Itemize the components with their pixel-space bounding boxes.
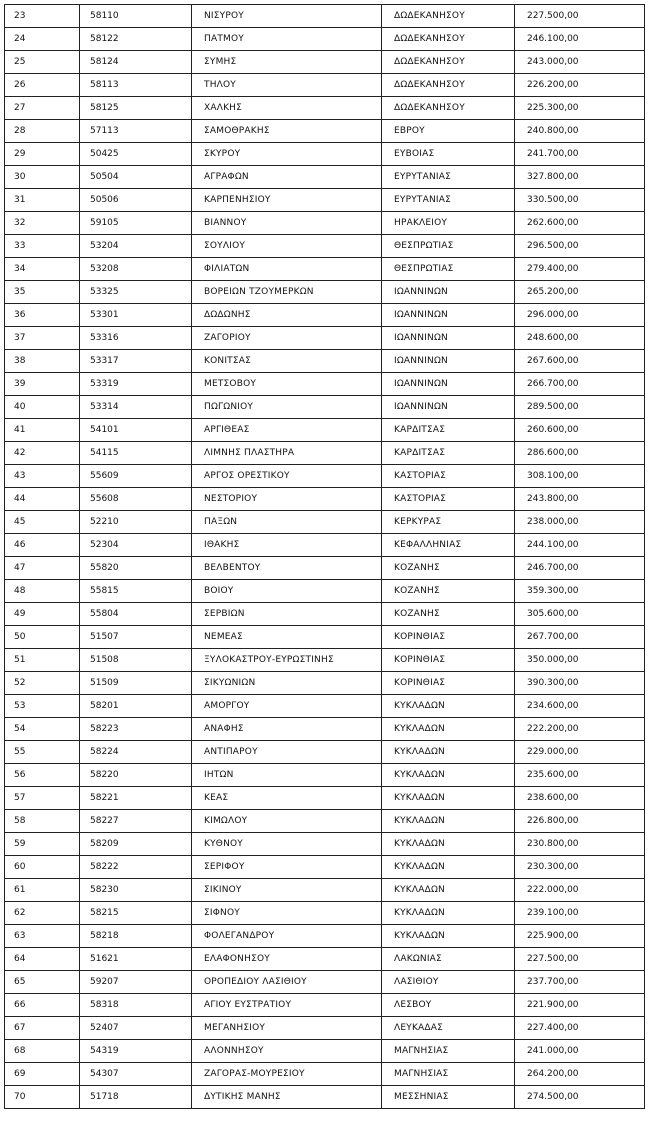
municipality-cell: ΞΥΛΟΚΑΣΤΡΟΥ-ΕΥΡΩΣΤΙΝΗΣ — [192, 649, 382, 672]
amount-cell: 221.900,00 — [515, 994, 645, 1017]
prefecture-cell: ΚΑΣΤΟΡΙΑΣ — [382, 488, 515, 511]
prefecture-cell: ΚΟΡΙΝΘΙΑΣ — [382, 649, 515, 672]
row-number-cell: 27 — [5, 97, 80, 120]
table-row — [5, 833, 645, 856]
row-number-cell: 67 — [5, 1017, 80, 1040]
prefecture-cell: ΚΥΚΛΑΔΩΝ — [382, 764, 515, 787]
row-number-cell: 56 — [5, 764, 80, 787]
row-number-cell: 32 — [5, 212, 80, 235]
amount-cell: 222.200,00 — [515, 718, 645, 741]
municipality-cell: ΝΙΣΥΡΟΥ — [192, 5, 382, 28]
table-row — [5, 879, 645, 902]
code-cell: 58220 — [80, 764, 192, 787]
row-number-cell: 43 — [5, 465, 80, 488]
amount-cell: 227.500,00 — [515, 5, 645, 28]
amount-cell: 327.800,00 — [515, 166, 645, 189]
row-number-cell: 69 — [5, 1063, 80, 1086]
prefecture-cell: ΔΩΔΕΚΑΝΗΣΟΥ — [382, 28, 515, 51]
row-number-cell: 48 — [5, 580, 80, 603]
row-number-cell: 61 — [5, 879, 80, 902]
amount-cell: 225.300,00 — [515, 97, 645, 120]
table-row — [5, 235, 645, 258]
amount-cell: 390.300,00 — [515, 672, 645, 695]
code-cell: 53314 — [80, 396, 192, 419]
table-row — [5, 534, 645, 557]
amount-cell: 226.800,00 — [515, 810, 645, 833]
code-cell: 58110 — [80, 5, 192, 28]
row-number-cell: 47 — [5, 557, 80, 580]
municipality-cell: ΠΑΞΩΝ — [192, 511, 382, 534]
table-row — [5, 304, 645, 327]
prefecture-cell: ΙΩΑΝΝΙΝΩΝ — [382, 281, 515, 304]
row-number-cell: 58 — [5, 810, 80, 833]
table-row — [5, 925, 645, 948]
amount-cell: 237.700,00 — [515, 971, 645, 994]
row-number-cell: 59 — [5, 833, 80, 856]
municipality-cell: ΜΕΓΑΝΗΣΙΟΥ — [192, 1017, 382, 1040]
code-cell: 58113 — [80, 74, 192, 97]
code-cell: 58215 — [80, 902, 192, 925]
code-cell: 55608 — [80, 488, 192, 511]
table-row — [5, 626, 645, 649]
amount-cell: 248.600,00 — [515, 327, 645, 350]
table-row — [5, 557, 645, 580]
municipality-cell: ΣΟΥΛΙΟΥ — [192, 235, 382, 258]
prefecture-cell: ΔΩΔΕΚΑΝΗΣΟΥ — [382, 74, 515, 97]
municipality-cell: ΠΩΓΩΝΙΟΥ — [192, 396, 382, 419]
table-row — [5, 281, 645, 304]
municipality-cell: ΖΑΓΟΡΙΟΥ — [192, 327, 382, 350]
prefecture-cell: ΚΥΚΛΑΔΩΝ — [382, 879, 515, 902]
amount-cell: 305.600,00 — [515, 603, 645, 626]
table-row — [5, 971, 645, 994]
code-cell: 52210 — [80, 511, 192, 534]
municipality-cell: ΑΝΤΙΠΑΡΟΥ — [192, 741, 382, 764]
row-number-cell: 68 — [5, 1040, 80, 1063]
prefecture-cell: ΘΕΣΠΡΩΤΙΑΣ — [382, 235, 515, 258]
prefecture-cell: ΚΥΚΛΑΔΩΝ — [382, 787, 515, 810]
municipality-cell: ΣΙΚΙΝΟΥ — [192, 879, 382, 902]
amount-cell: 240.800,00 — [515, 120, 645, 143]
amount-cell: 308.100,00 — [515, 465, 645, 488]
code-cell: 58223 — [80, 718, 192, 741]
prefecture-cell: ΚΥΚΛΑΔΩΝ — [382, 925, 515, 948]
row-number-cell: 25 — [5, 51, 80, 74]
prefecture-cell: ΚΟΖΑΝΗΣ — [382, 603, 515, 626]
row-number-cell: 50 — [5, 626, 80, 649]
table-row — [5, 1063, 645, 1086]
amount-cell: 267.600,00 — [515, 350, 645, 373]
municipality-cell: ΑΡΓΙΘΕΑΣ — [192, 419, 382, 442]
row-number-cell: 45 — [5, 511, 80, 534]
municipality-cell: ΝΕΜΕΑΣ — [192, 626, 382, 649]
prefecture-cell: ΔΩΔΕΚΑΝΗΣΟΥ — [382, 51, 515, 74]
row-number-cell: 53 — [5, 695, 80, 718]
municipality-cell: ΒΙΑΝΝΟΥ — [192, 212, 382, 235]
prefecture-cell: ΚΥΚΛΑΔΩΝ — [382, 810, 515, 833]
municipality-cell: ΦΙΛΙΑΤΩΝ — [192, 258, 382, 281]
table-row — [5, 649, 645, 672]
code-cell: 51508 — [80, 649, 192, 672]
table-row — [5, 810, 645, 833]
row-number-cell: 28 — [5, 120, 80, 143]
table-row — [5, 1086, 645, 1109]
prefecture-cell: ΙΩΑΝΝΙΝΩΝ — [382, 373, 515, 396]
municipality-cell: ΚΥΘΝΟΥ — [192, 833, 382, 856]
row-number-cell: 52 — [5, 672, 80, 695]
row-number-cell: 36 — [5, 304, 80, 327]
code-cell: 58224 — [80, 741, 192, 764]
row-number-cell: 62 — [5, 902, 80, 925]
table-row — [5, 787, 645, 810]
amount-cell: 359.300,00 — [515, 580, 645, 603]
code-cell: 53325 — [80, 281, 192, 304]
amount-cell: 266.700,00 — [515, 373, 645, 396]
table-row — [5, 442, 645, 465]
prefecture-cell: ΚΕΡΚΥΡΑΣ — [382, 511, 515, 534]
municipality-cell: ΧΑΛΚΗΣ — [192, 97, 382, 120]
municipality-cell: ΒΟΡΕΙΩΝ ΤΖΟΥΜΕΡΚΩΝ — [192, 281, 382, 304]
code-cell: 58227 — [80, 810, 192, 833]
code-cell: 58209 — [80, 833, 192, 856]
code-cell: 52407 — [80, 1017, 192, 1040]
code-cell: 57113 — [80, 120, 192, 143]
municipality-cell: ΚΕΑΣ — [192, 787, 382, 810]
table-body — [5, 5, 645, 1109]
prefecture-cell: ΚΥΚΛΑΔΩΝ — [382, 741, 515, 764]
row-number-cell: 51 — [5, 649, 80, 672]
prefecture-cell: ΛΕΣΒΟΥ — [382, 994, 515, 1017]
municipality-cell: ΚΟΝΙΤΣΑΣ — [192, 350, 382, 373]
prefecture-cell: ΚΑΡΔΙΤΣΑΣ — [382, 419, 515, 442]
municipality-cell: ΔΥΤΙΚΗΣ ΜΑΝΗΣ — [192, 1086, 382, 1109]
code-cell: 50504 — [80, 166, 192, 189]
prefecture-cell: ΕΒΡΟΥ — [382, 120, 515, 143]
amount-cell: 225.900,00 — [515, 925, 645, 948]
amount-cell: 226.200,00 — [515, 74, 645, 97]
amount-cell: 267.700,00 — [515, 626, 645, 649]
row-number-cell: 66 — [5, 994, 80, 1017]
table-row — [5, 258, 645, 281]
amount-cell: 260.600,00 — [515, 419, 645, 442]
row-number-cell: 57 — [5, 787, 80, 810]
municipality-cell: ΣΕΡΙΦΟΥ — [192, 856, 382, 879]
row-number-cell: 60 — [5, 856, 80, 879]
municipality-cell: ΣΙΦΝΟΥ — [192, 902, 382, 925]
amount-cell: 279.400,00 — [515, 258, 645, 281]
row-number-cell: 30 — [5, 166, 80, 189]
row-number-cell: 54 — [5, 718, 80, 741]
table-row — [5, 396, 645, 419]
prefecture-cell: ΜΑΓΝΗΣΙΑΣ — [382, 1040, 515, 1063]
municipality-cell: ΣΚΥΡΟΥ — [192, 143, 382, 166]
code-cell: 53316 — [80, 327, 192, 350]
municipality-cell: ΙΘΑΚΗΣ — [192, 534, 382, 557]
table-row — [5, 672, 645, 695]
amount-cell: 227.500,00 — [515, 948, 645, 971]
row-number-cell: 38 — [5, 350, 80, 373]
code-cell: 54307 — [80, 1063, 192, 1086]
municipality-cell: ΟΡΟΠΕΔΙΟΥ ΛΑΣΙΘΙΟΥ — [192, 971, 382, 994]
municipality-cell: ΑΓΙΟΥ ΕΥΣΤΡΑΤΙΟΥ — [192, 994, 382, 1017]
code-cell: 52304 — [80, 534, 192, 557]
table-row — [5, 764, 645, 787]
code-cell: 54319 — [80, 1040, 192, 1063]
amount-cell: 238.600,00 — [515, 787, 645, 810]
code-cell: 51509 — [80, 672, 192, 695]
row-number-cell: 34 — [5, 258, 80, 281]
code-cell: 54101 — [80, 419, 192, 442]
code-cell: 55609 — [80, 465, 192, 488]
amount-cell: 227.400,00 — [515, 1017, 645, 1040]
row-number-cell: 37 — [5, 327, 80, 350]
table-row — [5, 373, 645, 396]
amount-cell: 265.200,00 — [515, 281, 645, 304]
table-row — [5, 74, 645, 97]
row-number-cell: 23 — [5, 5, 80, 28]
prefecture-cell: ΚΑΡΔΙΤΣΑΣ — [382, 442, 515, 465]
code-cell: 58318 — [80, 994, 192, 1017]
amount-cell: 350.000,00 — [515, 649, 645, 672]
amount-cell: 246.700,00 — [515, 557, 645, 580]
table-row — [5, 327, 645, 350]
amount-cell: 235.600,00 — [515, 764, 645, 787]
row-number-cell: 70 — [5, 1086, 80, 1109]
table-row — [5, 695, 645, 718]
code-cell: 58201 — [80, 695, 192, 718]
prefecture-cell: ΚΥΚΛΑΔΩΝ — [382, 718, 515, 741]
row-number-cell: 63 — [5, 925, 80, 948]
prefecture-cell: ΚΑΣΤΟΡΙΑΣ — [382, 465, 515, 488]
amount-cell: 222.000,00 — [515, 879, 645, 902]
municipality-cell: ΚΙΜΩΛΟΥ — [192, 810, 382, 833]
code-cell: 58125 — [80, 97, 192, 120]
municipality-cell: ΒΕΛΒΕΝΤΟΥ — [192, 557, 382, 580]
code-cell: 55804 — [80, 603, 192, 626]
prefecture-cell: ΔΩΔΕΚΑΝΗΣΟΥ — [382, 97, 515, 120]
document-page — [4, 4, 645, 1109]
prefecture-cell: ΘΕΣΠΡΩΤΙΑΣ — [382, 258, 515, 281]
municipality-cell: ΛΙΜΝΗΣ ΠΛΑΣΤΗΡΑ — [192, 442, 382, 465]
amount-cell: 262.600,00 — [515, 212, 645, 235]
row-number-cell: 64 — [5, 948, 80, 971]
amount-cell: 230.300,00 — [515, 856, 645, 879]
table-row — [5, 350, 645, 373]
amount-cell: 234.600,00 — [515, 695, 645, 718]
municipality-cell: ΑΛΟΝΝΗΣΟΥ — [192, 1040, 382, 1063]
prefecture-cell: ΚΟΡΙΝΘΙΑΣ — [382, 672, 515, 695]
municipality-cell: ΝΕΣΤΟΡΙΟΥ — [192, 488, 382, 511]
municipality-cell: ΣΙΚΥΩΝΙΩΝ — [192, 672, 382, 695]
amount-cell: 243.800,00 — [515, 488, 645, 511]
prefecture-cell: ΙΩΑΝΝΙΝΩΝ — [382, 350, 515, 373]
table-row — [5, 488, 645, 511]
row-number-cell: 33 — [5, 235, 80, 258]
row-number-cell: 24 — [5, 28, 80, 51]
prefecture-cell: ΜΑΓΝΗΣΙΑΣ — [382, 1063, 515, 1086]
row-number-cell: 65 — [5, 971, 80, 994]
municipality-cell: ΠΑΤΜΟΥ — [192, 28, 382, 51]
municipality-funding-table — [4, 4, 645, 1109]
code-cell: 50506 — [80, 189, 192, 212]
prefecture-cell: ΜΕΣΣΗΝΙΑΣ — [382, 1086, 515, 1109]
prefecture-cell: ΚΥΚΛΑΔΩΝ — [382, 833, 515, 856]
prefecture-cell: ΚΟΖΑΝΗΣ — [382, 580, 515, 603]
municipality-cell: ΖΑΓΟΡΑΣ-ΜΟΥΡΕΣΙΟΥ — [192, 1063, 382, 1086]
amount-cell: 286.600,00 — [515, 442, 645, 465]
code-cell: 53208 — [80, 258, 192, 281]
row-number-cell: 41 — [5, 419, 80, 442]
row-number-cell: 55 — [5, 741, 80, 764]
row-number-cell: 35 — [5, 281, 80, 304]
code-cell: 59105 — [80, 212, 192, 235]
prefecture-cell: ΚΥΚΛΑΔΩΝ — [382, 856, 515, 879]
table-row — [5, 28, 645, 51]
table-row — [5, 741, 645, 764]
amount-cell: 289.500,00 — [515, 396, 645, 419]
table-row — [5, 1017, 645, 1040]
amount-cell: 243.000,00 — [515, 51, 645, 74]
prefecture-cell: ΕΥΒΟΙΑΣ — [382, 143, 515, 166]
prefecture-cell: ΙΩΑΝΝΙΝΩΝ — [382, 304, 515, 327]
table-row — [5, 948, 645, 971]
table-row — [5, 580, 645, 603]
amount-cell: 296.000,00 — [515, 304, 645, 327]
amount-cell: 244.100,00 — [515, 534, 645, 557]
amount-cell: 238.000,00 — [515, 511, 645, 534]
prefecture-cell: ΚΥΚΛΑΔΩΝ — [382, 902, 515, 925]
table-row — [5, 856, 645, 879]
municipality-cell: ΣΑΜΟΘΡΑΚΗΣ — [192, 120, 382, 143]
table-row — [5, 212, 645, 235]
row-number-cell: 49 — [5, 603, 80, 626]
code-cell: 51507 — [80, 626, 192, 649]
code-cell: 54115 — [80, 442, 192, 465]
amount-cell: 330.500,00 — [515, 189, 645, 212]
table-row — [5, 994, 645, 1017]
row-number-cell: 44 — [5, 488, 80, 511]
code-cell: 53301 — [80, 304, 192, 327]
code-cell: 53319 — [80, 373, 192, 396]
prefecture-cell: ΚΥΚΛΑΔΩΝ — [382, 695, 515, 718]
municipality-cell: ΣΕΡΒΙΩΝ — [192, 603, 382, 626]
code-cell: 58222 — [80, 856, 192, 879]
municipality-cell: ΦΟΛΕΓΑΝΔΡΟΥ — [192, 925, 382, 948]
table-row — [5, 603, 645, 626]
table-row — [5, 511, 645, 534]
amount-cell: 246.100,00 — [515, 28, 645, 51]
code-cell: 58230 — [80, 879, 192, 902]
table-row — [5, 1040, 645, 1063]
amount-cell: 241.700,00 — [515, 143, 645, 166]
amount-cell: 296.500,00 — [515, 235, 645, 258]
row-number-cell: 39 — [5, 373, 80, 396]
table-row — [5, 419, 645, 442]
code-cell: 58122 — [80, 28, 192, 51]
prefecture-cell: ΙΩΑΝΝΙΝΩΝ — [382, 396, 515, 419]
prefecture-cell: ΙΩΑΝΝΙΝΩΝ — [382, 327, 515, 350]
prefecture-cell: ΛΕΥΚΑΔΑΣ — [382, 1017, 515, 1040]
table-row — [5, 5, 645, 28]
code-cell: 53204 — [80, 235, 192, 258]
amount-cell: 239.100,00 — [515, 902, 645, 925]
row-number-cell: 46 — [5, 534, 80, 557]
table-row — [5, 120, 645, 143]
prefecture-cell: ΚΕΦΑΛΛΗΝΙΑΣ — [382, 534, 515, 557]
code-cell: 55815 — [80, 580, 192, 603]
code-cell: 58218 — [80, 925, 192, 948]
municipality-cell: ΤΗΛΟΥ — [192, 74, 382, 97]
municipality-cell: ΚΑΡΠΕΝΗΣΙΟΥ — [192, 189, 382, 212]
table-row — [5, 902, 645, 925]
table-row — [5, 718, 645, 741]
prefecture-cell: ΔΩΔΕΚΑΝΗΣΟΥ — [382, 5, 515, 28]
code-cell: 55820 — [80, 557, 192, 580]
row-number-cell: 29 — [5, 143, 80, 166]
code-cell: 53317 — [80, 350, 192, 373]
municipality-cell: ΕΛΑΦΟΝΗΣΟΥ — [192, 948, 382, 971]
table-row — [5, 51, 645, 74]
municipality-cell: ΑΓΡΑΦΩΝ — [192, 166, 382, 189]
prefecture-cell: ΚΟΖΑΝΗΣ — [382, 557, 515, 580]
municipality-cell: ΑΡΓΟΣ ΟΡΕΣΤΙΚΟΥ — [192, 465, 382, 488]
code-cell: 58221 — [80, 787, 192, 810]
municipality-cell: ΣΥΜΗΣ — [192, 51, 382, 74]
municipality-cell: ΜΕΤΣΟΒΟΥ — [192, 373, 382, 396]
amount-cell: 241.000,00 — [515, 1040, 645, 1063]
municipality-cell: ΙΗΤΩΝ — [192, 764, 382, 787]
prefecture-cell: ΛΑΚΩΝΙΑΣ — [382, 948, 515, 971]
row-number-cell: 31 — [5, 189, 80, 212]
municipality-cell: ΔΩΔΩΝΗΣ — [192, 304, 382, 327]
prefecture-cell: ΕΥΡΥΤΑΝΙΑΣ — [382, 189, 515, 212]
prefecture-cell: ΚΟΡΙΝΘΙΑΣ — [382, 626, 515, 649]
table-row — [5, 97, 645, 120]
table-row — [5, 189, 645, 212]
municipality-cell: ΒΟΙΟΥ — [192, 580, 382, 603]
row-number-cell: 26 — [5, 74, 80, 97]
code-cell: 51621 — [80, 948, 192, 971]
amount-cell: 230.800,00 — [515, 833, 645, 856]
prefecture-cell: ΕΥΡΥΤΑΝΙΑΣ — [382, 166, 515, 189]
code-cell: 51718 — [80, 1086, 192, 1109]
code-cell: 59207 — [80, 971, 192, 994]
prefecture-cell: ΗΡΑΚΛΕΙΟΥ — [382, 212, 515, 235]
table-row — [5, 166, 645, 189]
table-row — [5, 465, 645, 488]
row-number-cell: 42 — [5, 442, 80, 465]
amount-cell: 229.000,00 — [515, 741, 645, 764]
amount-cell: 264.200,00 — [515, 1063, 645, 1086]
code-cell: 50425 — [80, 143, 192, 166]
municipality-cell: ΑΝΑΦΗΣ — [192, 718, 382, 741]
municipality-cell: ΑΜΟΡΓΟΥ — [192, 695, 382, 718]
table-row — [5, 143, 645, 166]
amount-cell: 274.500,00 — [515, 1086, 645, 1109]
row-number-cell: 40 — [5, 396, 80, 419]
prefecture-cell: ΛΑΣΙΘΙΟΥ — [382, 971, 515, 994]
code-cell: 58124 — [80, 51, 192, 74]
